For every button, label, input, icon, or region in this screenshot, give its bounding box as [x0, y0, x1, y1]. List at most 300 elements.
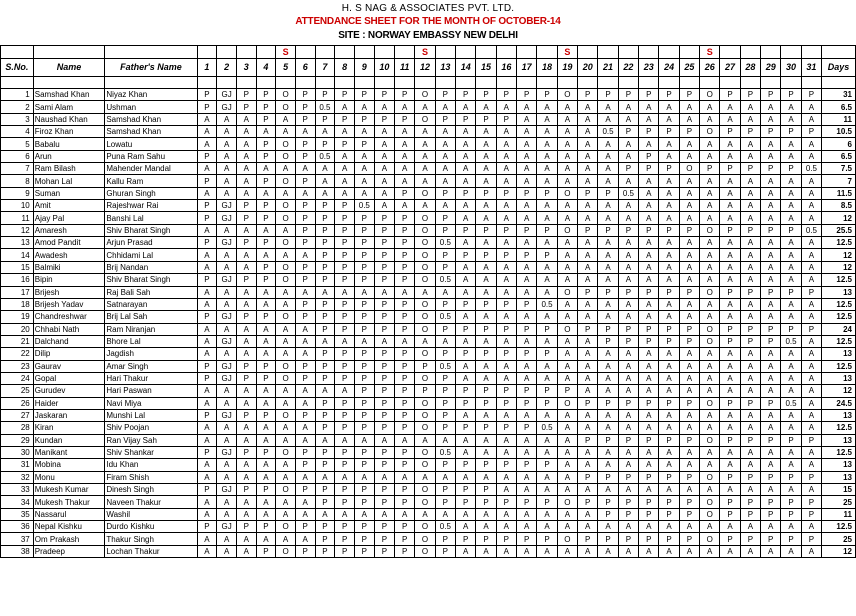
table-row	[1, 187, 856, 199]
attendance-cell: A	[237, 261, 257, 273]
attendance-cell: P	[295, 298, 315, 310]
attendance-cell: A	[639, 101, 659, 113]
attendance-cell: A	[476, 508, 496, 520]
attendance-cell: O	[415, 533, 435, 545]
attendance-cell: A	[578, 175, 598, 187]
row-name: Awadesh	[33, 249, 105, 261]
row-father-name: Shiv Bharat Singh	[105, 274, 197, 286]
row-days-total: 13	[822, 471, 856, 483]
attendance-cell: P	[197, 274, 217, 286]
row-sno: 15	[1, 261, 34, 273]
blank-cell	[1, 77, 34, 89]
attendance-cell: O	[415, 224, 435, 236]
attendance-cell: A	[679, 459, 699, 471]
attendance-cell: P	[679, 323, 699, 335]
row-days-total: 12	[822, 545, 856, 557]
row-father-name: Munshi Lal	[105, 409, 197, 421]
attendance-cell: A	[256, 249, 276, 261]
attendance-cell: P	[801, 286, 821, 298]
attendance-cell: P	[295, 274, 315, 286]
row-father-name: Amar Singh	[105, 360, 197, 372]
attendance-cell: P	[315, 224, 335, 236]
row-sno: 16	[1, 274, 34, 286]
blank-cell	[659, 77, 679, 89]
attendance-cell: P	[639, 323, 659, 335]
attendance-cell: O	[276, 89, 296, 101]
attendance-cell: P	[315, 113, 335, 125]
attendance-cell: P	[237, 409, 257, 421]
row-father-name: Puna Ram Sahu	[105, 150, 197, 162]
attendance-cell: P	[237, 89, 257, 101]
attendance-cell: A	[217, 113, 237, 125]
attendance-cell: 0.5	[598, 126, 618, 138]
attendance-cell: A	[578, 484, 598, 496]
attendance-cell: O	[557, 224, 577, 236]
attendance-cell: A	[335, 175, 355, 187]
row-name: Dalchand	[33, 335, 105, 347]
blank-cell	[822, 77, 856, 89]
attendance-cell: P	[435, 372, 455, 384]
attendance-cell: P	[374, 409, 394, 421]
attendance-cell: A	[679, 175, 699, 187]
attendance-cell: A	[801, 335, 821, 347]
attendance-cell: O	[557, 187, 577, 199]
attendance-cell: A	[801, 298, 821, 310]
attendance-cell: A	[217, 150, 237, 162]
attendance-cell: P	[598, 508, 618, 520]
attendance-cell: P	[537, 496, 557, 508]
attendance-cell: P	[395, 89, 415, 101]
attendance-cell: A	[557, 471, 577, 483]
attendance-cell: P	[598, 533, 618, 545]
attendance-cell: P	[295, 372, 315, 384]
header-day: 15	[476, 59, 496, 77]
attendance-cell: O	[415, 459, 435, 471]
attendance-cell: A	[415, 138, 435, 150]
attendance-cell: P	[374, 360, 394, 372]
attendance-cell: P	[335, 459, 355, 471]
attendance-cell: P	[618, 286, 638, 298]
header-day: 7	[315, 59, 335, 77]
attendance-cell: 0.5	[435, 446, 455, 458]
attendance-cell: P	[618, 508, 638, 520]
attendance-cell: A	[618, 348, 638, 360]
attendance-cell: P	[335, 360, 355, 372]
attendance-cell: A	[237, 150, 257, 162]
attendance-cell: O	[700, 434, 720, 446]
row-name: Chandreshwar	[33, 311, 105, 323]
attendance-cell: P	[354, 261, 374, 273]
attendance-cell: P	[256, 360, 276, 372]
row-days-total: 15	[822, 484, 856, 496]
attendance-cell: P	[295, 138, 315, 150]
attendance-cell: P	[537, 89, 557, 101]
attendance-cell: P	[476, 113, 496, 125]
attendance-cell: A	[517, 311, 537, 323]
attendance-cell: A	[476, 150, 496, 162]
blank-cell	[537, 77, 557, 89]
attendance-cell: P	[354, 224, 374, 236]
row-name: Mohan Lal	[33, 175, 105, 187]
attendance-cell: A	[557, 274, 577, 286]
attendance-cell: P	[295, 360, 315, 372]
blank-cell	[335, 77, 355, 89]
attendance-cell: O	[415, 496, 435, 508]
table-row	[1, 335, 856, 347]
attendance-cell: A	[395, 175, 415, 187]
attendance-cell: A	[496, 274, 516, 286]
attendance-cell: P	[295, 212, 315, 224]
row-father-name: Shiv Bharat Singh	[105, 224, 197, 236]
row-father-name: Niyaz Khan	[105, 89, 197, 101]
attendance-cell: A	[496, 261, 516, 273]
sunday-marker-row	[1, 46, 856, 59]
attendance-cell: A	[496, 163, 516, 175]
attendance-cell: O	[276, 274, 296, 286]
attendance-cell: P	[315, 89, 335, 101]
blank-cell	[496, 77, 516, 89]
attendance-cell: A	[659, 101, 679, 113]
attendance-cell: A	[679, 113, 699, 125]
attendance-cell: P	[639, 286, 659, 298]
attendance-cell: A	[517, 175, 537, 187]
attendance-cell: A	[781, 409, 801, 421]
attendance-cell: A	[456, 212, 476, 224]
attendance-cell: A	[801, 212, 821, 224]
attendance-cell: A	[557, 434, 577, 446]
attendance-cell: P	[639, 126, 659, 138]
attendance-cell: A	[517, 484, 537, 496]
attendance-cell: GJ	[217, 446, 237, 458]
blank-cell	[374, 46, 394, 59]
header-days-total: Days	[822, 59, 856, 77]
attendance-cell: P	[256, 212, 276, 224]
attendance-cell: P	[315, 484, 335, 496]
attendance-cell: O	[415, 397, 435, 409]
attendance-cell: A	[740, 274, 760, 286]
attendance-cell: A	[781, 360, 801, 372]
attendance-cell: 0.5	[435, 274, 455, 286]
attendance-cell: P	[256, 521, 276, 533]
attendance-cell: A	[618, 175, 638, 187]
header-day: 6	[295, 59, 315, 77]
attendance-cell: A	[537, 545, 557, 557]
attendance-cell: P	[639, 471, 659, 483]
attendance-cell: O	[557, 496, 577, 508]
attendance-cell: A	[557, 372, 577, 384]
attendance-cell: A	[781, 187, 801, 199]
attendance-cell: P	[315, 298, 335, 310]
attendance-cell: A	[237, 397, 257, 409]
attendance-cell: P	[496, 397, 516, 409]
attendance-cell: A	[740, 212, 760, 224]
attendance-cell: GJ	[217, 89, 237, 101]
attendance-cell: A	[801, 237, 821, 249]
attendance-cell: P	[374, 237, 394, 249]
attendance-cell: P	[801, 508, 821, 520]
attendance-cell: A	[679, 484, 699, 496]
attendance-cell: A	[618, 360, 638, 372]
sunday-marker: S	[700, 46, 720, 59]
attendance-cell: P	[801, 434, 821, 446]
attendance-cell: A	[335, 101, 355, 113]
attendance-cell: A	[517, 200, 537, 212]
attendance-cell: P	[256, 150, 276, 162]
attendance-cell: P	[517, 397, 537, 409]
attendance-cell: A	[720, 200, 740, 212]
attendance-cell: A	[659, 187, 679, 199]
header-day: 23	[639, 59, 659, 77]
attendance-cell: A	[217, 249, 237, 261]
attendance-cell: GJ	[217, 311, 237, 323]
blank-cell	[435, 46, 455, 59]
attendance-cell: A	[761, 150, 781, 162]
company-name: H. S NAG & ASSOCIATES PVT. LTD.	[341, 3, 515, 14]
row-days-total: 13	[822, 372, 856, 384]
blank-cell	[801, 77, 821, 89]
attendance-cell: A	[801, 446, 821, 458]
blank-cell	[33, 77, 105, 89]
attendance-cell: P	[315, 521, 335, 533]
attendance-table	[0, 45, 856, 558]
attendance-cell: P	[679, 126, 699, 138]
blank-cell	[354, 46, 374, 59]
attendance-cell: A	[295, 496, 315, 508]
attendance-cell: P	[659, 323, 679, 335]
attendance-cell: A	[720, 422, 740, 434]
attendance-cell: A	[256, 224, 276, 236]
attendance-cell: P	[335, 89, 355, 101]
row-sno: 24	[1, 372, 34, 384]
attendance-cell: O	[415, 484, 435, 496]
row-father-name: Satnarayan	[105, 298, 197, 310]
attendance-cell: P	[354, 298, 374, 310]
attendance-cell: A	[256, 496, 276, 508]
attendance-cell: A	[720, 261, 740, 273]
attendance-cell: P	[761, 224, 781, 236]
table-row	[1, 89, 856, 101]
header-day: 12	[415, 59, 435, 77]
attendance-cell: P	[761, 163, 781, 175]
attendance-cell: P	[197, 175, 217, 187]
table-row	[1, 163, 856, 175]
attendance-cell: O	[276, 484, 296, 496]
attendance-cell: A	[700, 348, 720, 360]
attendance-cell: A	[557, 459, 577, 471]
row-name: Samshad Khan	[33, 89, 105, 101]
attendance-cell: A	[295, 163, 315, 175]
attendance-cell: A	[557, 200, 577, 212]
attendance-cell: O	[415, 446, 435, 458]
attendance-cell: A	[740, 459, 760, 471]
attendance-cell: A	[315, 385, 335, 397]
table-row	[1, 385, 856, 397]
attendance-cell: A	[557, 249, 577, 261]
attendance-cell: P	[476, 348, 496, 360]
attendance-cell: A	[598, 372, 618, 384]
attendance-cell: O	[415, 249, 435, 261]
attendance-cell: A	[435, 138, 455, 150]
attendance-cell: A	[679, 237, 699, 249]
attendance-cell: P	[679, 533, 699, 545]
attendance-cell: A	[720, 446, 740, 458]
header-name: Name	[33, 59, 105, 77]
attendance-cell: A	[679, 348, 699, 360]
row-name: Chhabi Nath	[33, 323, 105, 335]
attendance-cell: O	[276, 545, 296, 557]
attendance-cell: P	[781, 533, 801, 545]
attendance-cell: P	[354, 89, 374, 101]
attendance-cell: A	[700, 200, 720, 212]
row-father-name: Shiv Shankar	[105, 446, 197, 458]
blank-cell	[618, 46, 638, 59]
attendance-cell: A	[700, 113, 720, 125]
attendance-cell: A	[374, 434, 394, 446]
attendance-cell: A	[598, 200, 618, 212]
attendance-cell: A	[618, 298, 638, 310]
attendance-cell: A	[335, 471, 355, 483]
attendance-cell: A	[578, 274, 598, 286]
attendance-cell: P	[761, 126, 781, 138]
row-sno: 7	[1, 163, 34, 175]
attendance-cell: P	[578, 496, 598, 508]
attendance-cell: A	[578, 126, 598, 138]
attendance-cell: A	[659, 113, 679, 125]
attendance-cell: A	[720, 274, 740, 286]
attendance-cell: P	[295, 89, 315, 101]
attendance-cell: P	[476, 533, 496, 545]
attendance-cell: P	[295, 101, 315, 113]
attendance-cell: A	[237, 286, 257, 298]
attendance-cell: P	[537, 348, 557, 360]
attendance-cell: GJ	[217, 409, 237, 421]
attendance-cell: A	[801, 397, 821, 409]
attendance-cell: P	[456, 224, 476, 236]
attendance-cell: P	[256, 89, 276, 101]
attendance-cell: P	[659, 335, 679, 347]
header-day: 26	[700, 59, 720, 77]
attendance-cell: A	[557, 409, 577, 421]
attendance-cell: A	[537, 237, 557, 249]
attendance-cell: A	[395, 163, 415, 175]
attendance-cell: P	[456, 187, 476, 199]
sunday-marker: S	[276, 46, 296, 59]
attendance-cell: A	[517, 126, 537, 138]
attendance-cell: P	[374, 311, 394, 323]
attendance-cell: A	[354, 434, 374, 446]
attendance-cell: P	[335, 397, 355, 409]
attendance-cell: A	[295, 348, 315, 360]
attendance-cell: A	[679, 311, 699, 323]
attendance-cell: A	[801, 521, 821, 533]
attendance-cell: A	[354, 101, 374, 113]
attendance-cell: P	[517, 323, 537, 335]
attendance-cell: A	[217, 471, 237, 483]
attendance-cell: O	[276, 200, 296, 212]
attendance-cell: P	[740, 508, 760, 520]
attendance-cell: A	[237, 163, 257, 175]
table-row	[1, 224, 856, 236]
attendance-cell: O	[557, 286, 577, 298]
row-sno: 30	[1, 446, 34, 458]
row-father-name: Shiv Poojan	[105, 422, 197, 434]
attendance-cell: A	[618, 261, 638, 273]
attendance-cell: A	[720, 521, 740, 533]
attendance-cell: P	[639, 434, 659, 446]
attendance-cell: P	[781, 496, 801, 508]
attendance-cell: A	[761, 138, 781, 150]
attendance-cell: A	[598, 150, 618, 162]
attendance-cell: P	[335, 237, 355, 249]
attendance-cell: A	[537, 286, 557, 298]
row-father-name: Samshad Khan	[105, 113, 197, 125]
attendance-cell: A	[197, 533, 217, 545]
attendance-cell: A	[217, 348, 237, 360]
attendance-cell: P	[374, 545, 394, 557]
attendance-cell: A	[496, 175, 516, 187]
table-row	[1, 249, 856, 261]
attendance-cell: P	[374, 372, 394, 384]
header-father-name: Father's Name	[105, 59, 197, 77]
blank-cell	[217, 46, 237, 59]
attendance-cell: P	[315, 237, 335, 249]
attendance-cell: P	[578, 224, 598, 236]
attendance-cell: A	[476, 335, 496, 347]
attendance-cell: A	[659, 311, 679, 323]
attendance-cell: A	[557, 335, 577, 347]
attendance-cell: A	[801, 409, 821, 421]
attendance-cell: P	[456, 249, 476, 261]
attendance-cell: A	[679, 521, 699, 533]
attendance-cell: P	[256, 274, 276, 286]
attendance-cell: A	[801, 311, 821, 323]
attendance-cell: A	[197, 434, 217, 446]
row-days-total: 11	[822, 508, 856, 520]
attendance-cell: A	[557, 237, 577, 249]
attendance-cell: O	[276, 372, 296, 384]
attendance-cell: GJ	[217, 484, 237, 496]
attendance-cell: A	[761, 459, 781, 471]
attendance-cell: A	[476, 138, 496, 150]
attendance-cell: A	[598, 311, 618, 323]
attendance-cell: A	[801, 138, 821, 150]
header-row	[1, 59, 856, 77]
attendance-cell: A	[197, 187, 217, 199]
attendance-cell: P	[335, 311, 355, 323]
attendance-cell: A	[537, 521, 557, 533]
attendance-cell: A	[781, 372, 801, 384]
attendance-cell: A	[781, 385, 801, 397]
attendance-cell: A	[740, 484, 760, 496]
attendance-cell: A	[578, 212, 598, 224]
attendance-cell: A	[537, 163, 557, 175]
attendance-cell: A	[781, 150, 801, 162]
attendance-cell: A	[395, 138, 415, 150]
attendance-cell: A	[618, 372, 638, 384]
attendance-cell: A	[335, 385, 355, 397]
attendance-cell: A	[700, 521, 720, 533]
blank-cell	[315, 46, 335, 59]
attendance-cell: A	[700, 446, 720, 458]
attendance-cell: P	[639, 89, 659, 101]
attendance-cell: A	[761, 348, 781, 360]
attendance-cell: A	[415, 150, 435, 162]
attendance-cell: A	[456, 311, 476, 323]
blank-cell	[740, 77, 760, 89]
attendance-cell: A	[781, 175, 801, 187]
attendance-cell: P	[659, 224, 679, 236]
table-row	[1, 237, 856, 249]
